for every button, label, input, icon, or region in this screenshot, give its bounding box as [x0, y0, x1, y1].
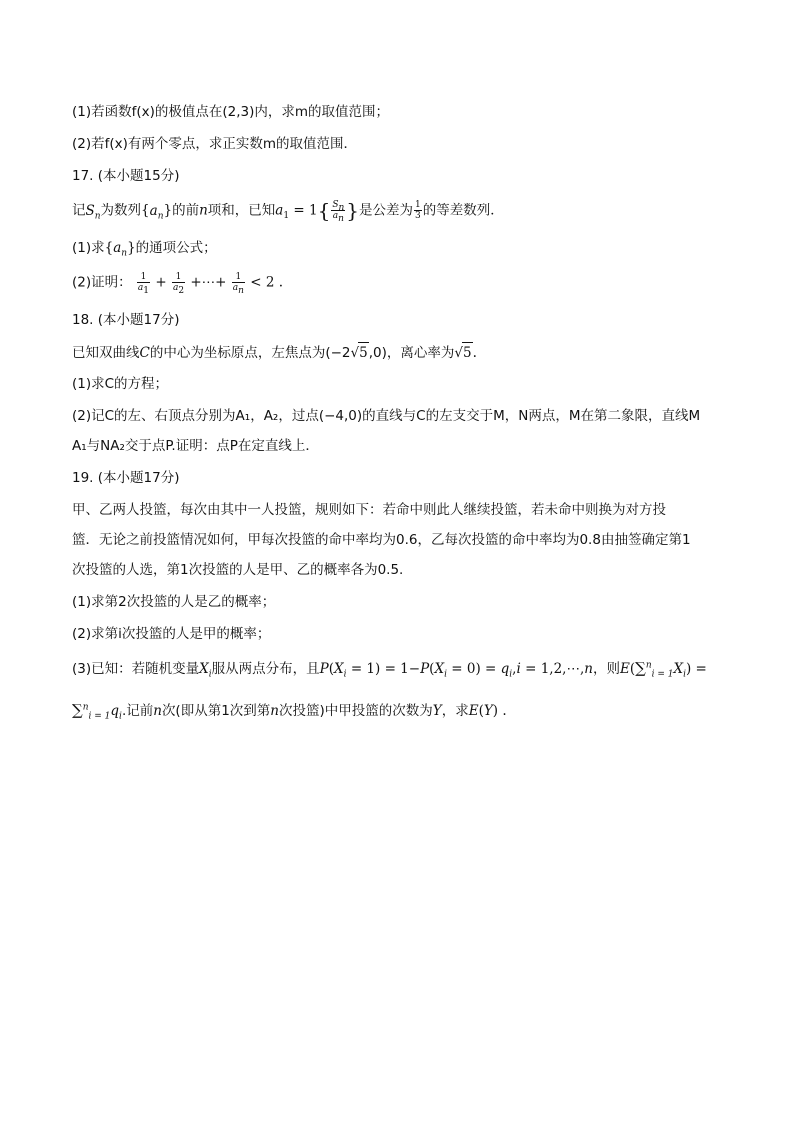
q16-part2: (2)若f(x)有两个零点，求正实数m的取值范围． — [72, 136, 358, 152]
q19-stem-line1: 甲、乙两人投篮，每次由其中一人投篮，规则如下：若命中则此人继续投篮，若未命中则换为对方投 — [72, 502, 666, 518]
q17-stem: 记$S_n$为数列$\{a_n\}$的前n项和，已知$a_1 = 1${ $\frac{S_n}{a_n}$ }是公差为 $\frac{1}{3}$ 的等差数列． — [72, 198, 504, 224]
q19-part3-line2: $\sum^n_{i = 1}q_i$.记前n次(即从第1次到第n次投篮)中甲投篮的次数为Y，求E(Y) . — [72, 701, 507, 722]
q17-part1: (1)求$\{a_n\}$的通项公式； — [72, 240, 217, 259]
q19-stem-line2: 篮．无论之前投篮情况如何，甲每次投篮的命中率均为0.6，乙每次投篮的命中率均为0.8由抽签确定第1 — [72, 532, 691, 548]
q18-part2-line2: A₁与NA₂交于点P.证明：点P在定直线上． — [72, 438, 319, 454]
q17-part2: (2)证明： $\frac{1}{a_1}$ + $\frac{1}{a_2}$ +⋯+ $\frac{1}{a_n}$ < 2 . — [72, 272, 284, 296]
q19-header: 19. (本小题17分) — [72, 470, 180, 486]
sn-over-an-fraction: $\frac{S_n}{a_n}$ — [332, 200, 345, 224]
q18-part1: (1)求C的方程； — [72, 376, 169, 392]
q18-stem: 已知双曲线C的中心为坐标原点，左焦点为(−2√5,0)，离心率为√5. — [72, 342, 722, 363]
q18-header: 18. (本小题17分) — [72, 312, 180, 328]
q18-part2-line1: (2)记C的左、右顶点分别为A₁，A₂，过点(−4,0)的直线与C的左支交于M，N两点，M在第二象限，直线M — [72, 408, 701, 424]
q19-part1: (1)求第2次投篮的人是乙的概率； — [72, 594, 276, 610]
q16-part1: (1)若函数f(x)的极值点在(2,3)内，求m的取值范围； — [72, 104, 390, 120]
q19-stem-line3: 次投篮的人选，第1次投篮的人是甲、乙的概率各为0.5. — [72, 562, 404, 578]
q19-part3-line1: (3)已知：若随机变量$X_i$服从两点分布，且$P(X_i = 1) = 1-P(X_i = 0) = q_i,i$ = 1,2,⋯,n，则$E(\sum^n_{i = 1}X_i)$ = — [72, 659, 707, 680]
one-third-fraction: $\frac{1}{3}$ — [415, 200, 421, 221]
q17-header: 17. (本小题15分) — [72, 168, 180, 184]
q19-part2: (2)求第i次投篮的人是甲的概率； — [72, 626, 271, 642]
